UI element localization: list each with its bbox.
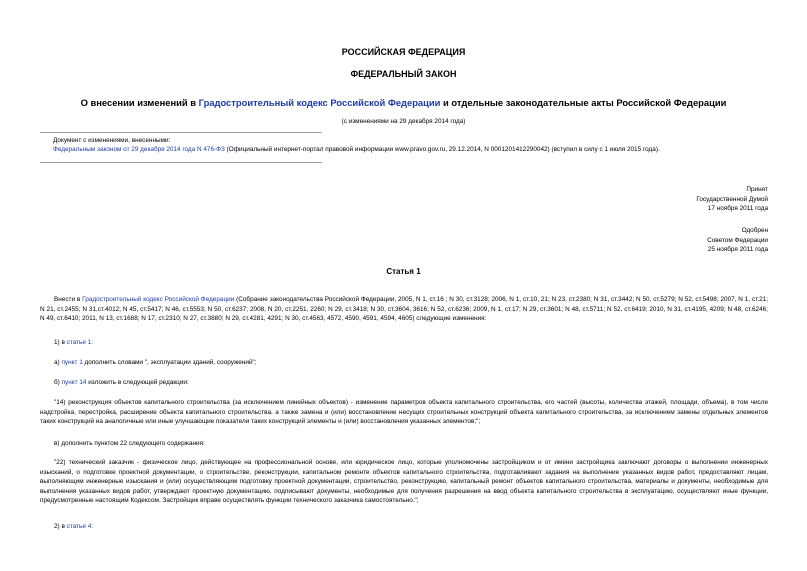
changes-rest: (Официальный интернет-портал правовой информации www.pravo.gov.ru, 29.12.2014, N 0001201412290042) (вступил в силу с 1 июля 2015 года). xyxy=(224,146,660,153)
quote-clause-22: "22) технический заказчик - физическое лицо, действующее на профессиональной основе, или юридическое лицо, которые уполномочены застройщиком и от имени застройщика заключают договоры о выполнении инженерных изысканий, о подготовке проектной документации, о строительстве, реконструкции, капитальном ремонте объектов капитального строительства, подготавливают задания на выполнение указанных видов работ, предоставляют лицам, выполняющим инженерные изыскания и (или) осуществляющим подготовку проектной документации, строительство, реконструкцию, капитальный ремонт объектов капитального строительства, материалы и документы, необходимые для выполнения указанных видов работ, утверждают проектную документацию, подписывают документы, необходимые для получения разрешения на ввод объекта капитального строительства в эксплуатацию, осуществляют иные функции, предусмотренные настоящим Кодексом. Застройщик вправе осуществлять функции технического заказчика самостоятельно."; xyxy=(40,459,768,504)
approved-line-3: 25 ноября 2011 года xyxy=(707,246,768,254)
quote-clause-14: "14) реконструкция объектов капитального строительства (за исключением линейных объектов) - изменение параметров объекта капитального строительства, его частей (высоты, количества этажей, площади, объема), в том числе надстройка, перестройка, расширение объекта капитального строительства, а также замена и (или) восстановление несущих строительных конструкций объекта капитального строительства, за исключением замены отдельных элементов таких конструкций на аналогичные или иные улучшающие показатели таких конструкций элементы и (или) восстановления указанных элементов;"; xyxy=(40,399,768,425)
divider-top xyxy=(40,132,322,133)
intro-code-link[interactable]: Градостроительный кодекс Российской Федерации xyxy=(82,296,235,303)
intro-prefix: Внести в xyxy=(54,296,83,303)
item-2 xyxy=(54,522,93,532)
approved-line-1: Одобрен xyxy=(741,227,768,234)
title-suffix: и отдельные законодательные акты Российской Федерации xyxy=(440,97,727,108)
intro-rest: (Собрание законодательства Российской Федерации, 2005, N 1, ст.16 ; N 30, ст.3128; 2006, N 1, ст.10, 21; N 23, ст.2380; N 31, ст.3442; N 50, ст.5279; N 52, ст.5498; 2007, N 1, ст.21; N 21, ст.2455; N 31,ст.4012; N 45, ст.5417; N 46, ст.5553; N 50, ст.6237; 2008, N 20, ст.2251, 2260; N 29, ст.3418; N 30, ст.3604, 3616; N 52, ст.6236; 2009, N 1, ст.17; N 29, ст.3601; N 48, ст.5711; N 52, ст.6419; 2010, N 31, ст.4195, 4209; N 48, ст.6246; N 49, ст.6410; 2011, N 13, ст.1688; N 17, ст.2310; N 27, ст.3880; N 29, ст.4281, 4291; N 30, ст.4563, 4572, 4590, 4591, 4594, 4605) следующие изменения: xyxy=(40,296,769,322)
item-a-suffix: дополнить словами ", эксплуатации зданий, сооружений"; xyxy=(82,359,257,366)
approved-line-2: Советом Федерации xyxy=(707,236,768,244)
title-code-link[interactable]: Градостроительный кодекс Российской Федерации xyxy=(198,97,441,108)
adopted-block xyxy=(696,185,768,214)
item-1-suffix: : xyxy=(91,339,94,346)
approved-block xyxy=(707,226,768,255)
changes-label: Документ с изменениями, внесенными: xyxy=(53,137,171,144)
federation-heading: РОССИЙСКАЯ ФЕДЕРАЦИЯ xyxy=(341,47,466,57)
revision-note: (с изменениями на 29 декабря 2014 года) xyxy=(341,118,466,125)
article-4-link[interactable]: статье 4 xyxy=(66,523,92,530)
title-prefix: О внесении изменений в xyxy=(80,97,199,108)
clause-14-link[interactable]: пункт 14 xyxy=(61,379,87,386)
item-b-prefix: б) xyxy=(54,379,62,386)
adopted-line-2: Государственной Думой xyxy=(696,195,768,203)
document-title xyxy=(0,97,807,108)
item-a-prefix: а) xyxy=(54,359,62,366)
item-b xyxy=(54,378,189,388)
item-2-prefix: 2) в xyxy=(54,523,67,530)
item-a xyxy=(54,358,257,368)
changes-block xyxy=(53,136,660,154)
adopted-line-3: 17 ноября 2011 года xyxy=(707,205,768,213)
item-1 xyxy=(54,338,93,348)
adopted-line-1: Принят xyxy=(746,186,768,193)
item-b-suffix: изложить в следующей редакции: xyxy=(86,379,189,386)
divider-bottom xyxy=(40,162,322,163)
article-title: Статья 1 xyxy=(386,267,421,276)
item-1-prefix: 1) в xyxy=(54,339,67,346)
item-v: в) дополнить пунктом 22 следующего содержания: xyxy=(54,440,205,447)
article-1-link[interactable]: статье 1 xyxy=(66,339,92,346)
intro-paragraph xyxy=(40,295,768,324)
item-2-suffix: : xyxy=(91,523,94,530)
clause-1-link[interactable]: пункт 1 xyxy=(61,359,83,366)
law-type-heading: ФЕДЕРАЛЬНЫЙ ЗАКОН xyxy=(350,69,457,79)
changes-line xyxy=(53,145,660,154)
amending-law-link[interactable]: Федеральным законом от 29 декабря 2014 года N 476-ФЗ xyxy=(53,146,225,153)
